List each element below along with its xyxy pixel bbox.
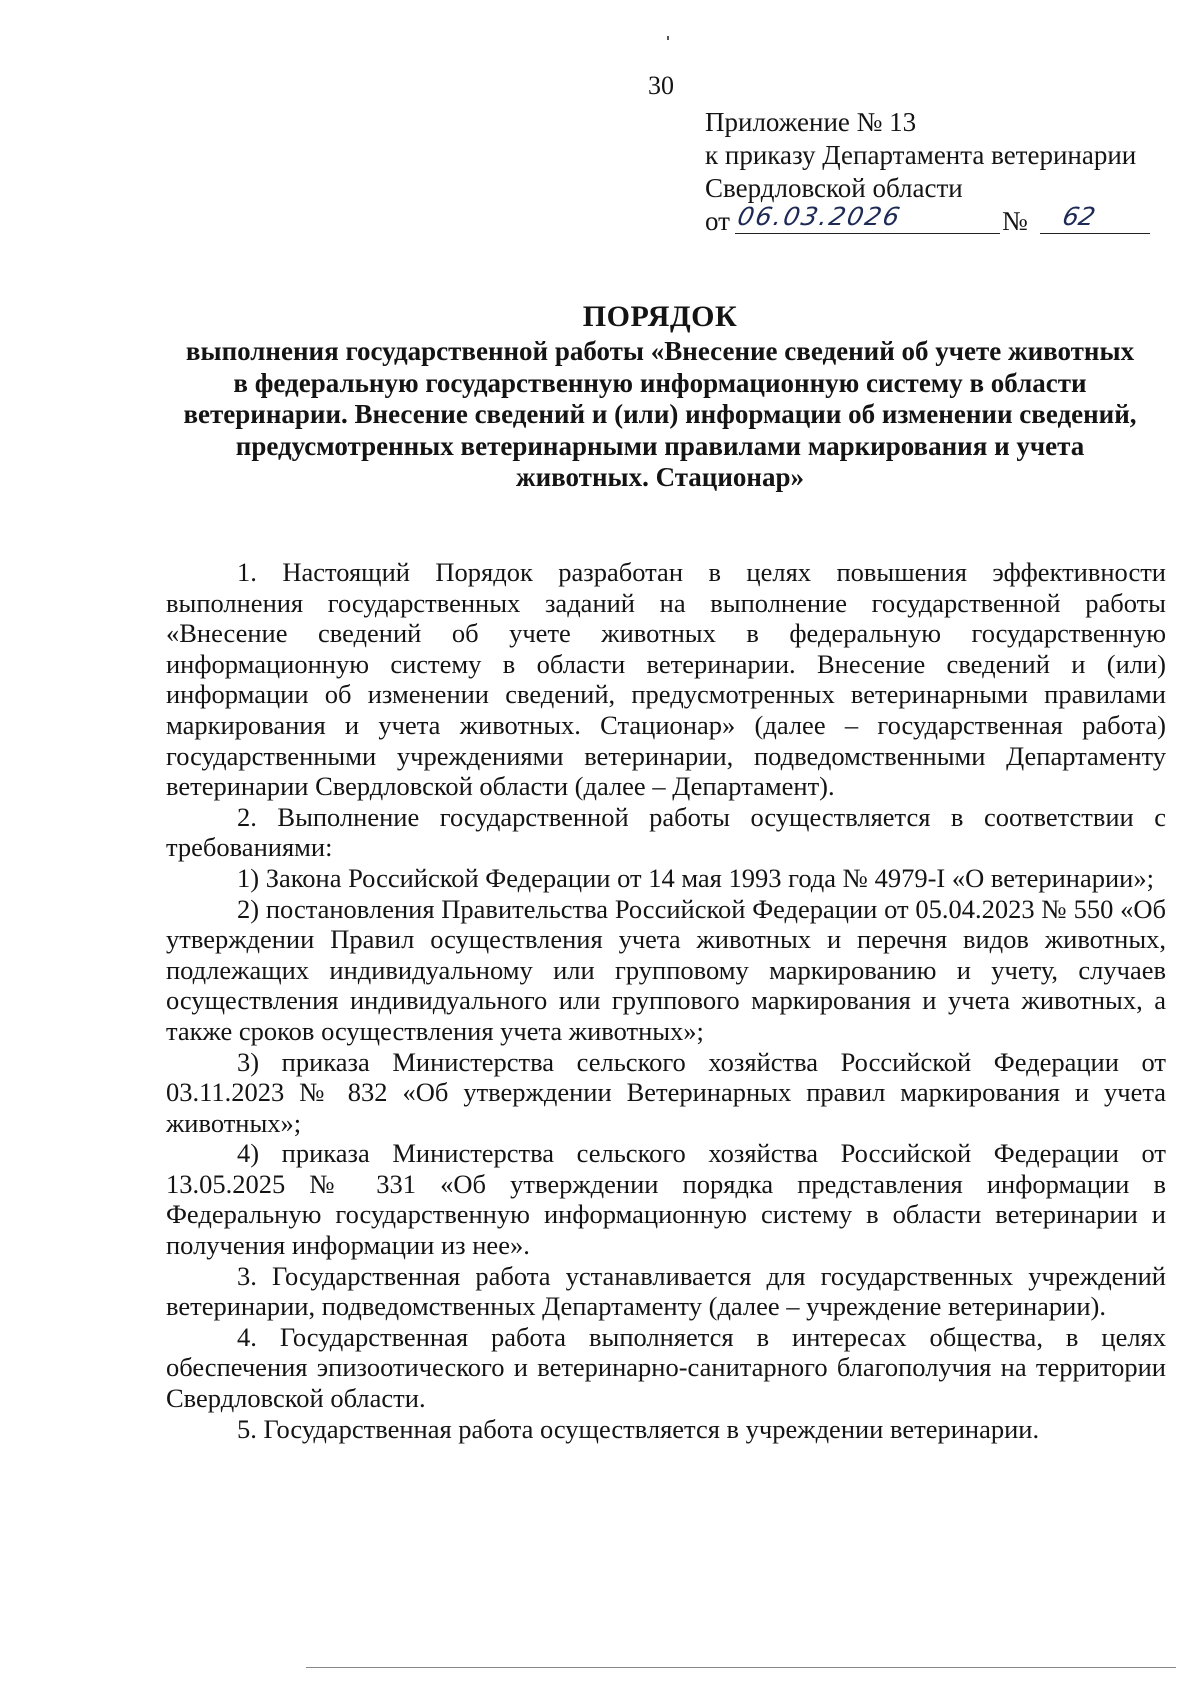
annex-line-3: Свердловской области [705, 173, 963, 203]
handwritten-date: 06.03.2026 [734, 202, 905, 231]
order-date-number-row [705, 202, 1175, 239]
page-number: 30 [648, 71, 674, 100]
paragraph-4: 4. Государственная работа выполняется в интересах общества, в целях обеспечения эпизоотического и ветеринарно-санитарного благополучия на территории Свердловской области. [166, 1321, 1166, 1414]
subtitle-line: предусмотренных ветеринарными правилами маркирования и учета [235, 430, 1085, 461]
subtitle-line: выполнения государственной работы «Внесение сведений об учете животных [185, 336, 1135, 366]
bottom-divider [306, 1667, 1176, 1668]
paragraph-1: 1. Настоящий Порядок разработан в целях повышения эффективности выполнения государственных заданий на выполнение государственной работы «Внесение сведений об учете животных в федеральную государственную информационную систему в области ветеринарии. Внесение сведений и (или) информации об изменении сведений, предусмотренных ветеринарными правилами маркирования и учета животных. Стационар» (далее – государственная работа) государственными учреждениями ветеринарии, подведомственными Департаменту ветеринарии Свердловской области (далее – Департамент). [166, 557, 1166, 802]
subtitle-line: в федеральную государственную информационную систему в области [233, 367, 1087, 398]
date-underline [735, 233, 1000, 234]
requirement-4: 4) приказа Министерства сельского хозяйства Российской Федерации от 13.05.2025 № 331 «Об утверждении порядка представления информации в Федеральную государственную информационную систему в области ветеринарии и получения информации из нее». [166, 1138, 1166, 1261]
paragraph-2: 2. Выполнение государственной работы осуществляется в соответствии с требованиями: [166, 801, 1166, 863]
annex-header [705, 106, 1175, 239]
requirement-3: 3) приказа Министерства сельского хозяйства Российской Федерации от 03.11.2023 № 832 «Об утверждении Ветеринарных правил маркирования и учета животных»; [166, 1046, 1166, 1138]
annex-title: Приложение № 13 [705, 107, 917, 137]
paragraph-3: 3. Государственная работа устанавливается для государственных учреждений ветеринарии, подведомственных Департаменту (далее – учреждение ветеринарии). [166, 1260, 1166, 1322]
number-underline [1040, 233, 1150, 234]
document-title: ПОРЯДОК [582, 300, 738, 333]
scan-speck [667, 36, 669, 40]
date-prefix: от [705, 206, 730, 236]
subtitle-line: ветеринарии. Внесение сведений и (или) информации об изменении сведений, [183, 399, 1137, 429]
handwritten-number: 62 [1059, 202, 1098, 231]
document-body [166, 557, 1166, 1444]
number-prefix: № [1002, 206, 1028, 236]
requirement-2: 2) постановления Правительства Российской Федерации от 05.04.2023 № 550 «Об утверждении Правил осуществления учета животных и перечня видов животных, подлежащих индивидуальному или групповому маркированию и учету, случаев осуществления индивидуального или группового маркирования и учета животных, а также сроков осуществления учета животных»; [166, 893, 1166, 1046]
subtitle-line: животных. Стационар» [516, 462, 804, 492]
paragraph-5: 5. Государственная работа осуществляется в учреждении ветеринарии. [237, 1413, 1040, 1444]
annex-line-2: к приказу Департамента ветеринарии [705, 140, 1137, 170]
document-subtitle [160, 336, 1160, 494]
requirement-1: 1) Закона Российской Федерации от 14 мая 1993 года № 4979-I «О ветеринарии»; [237, 862, 1154, 893]
